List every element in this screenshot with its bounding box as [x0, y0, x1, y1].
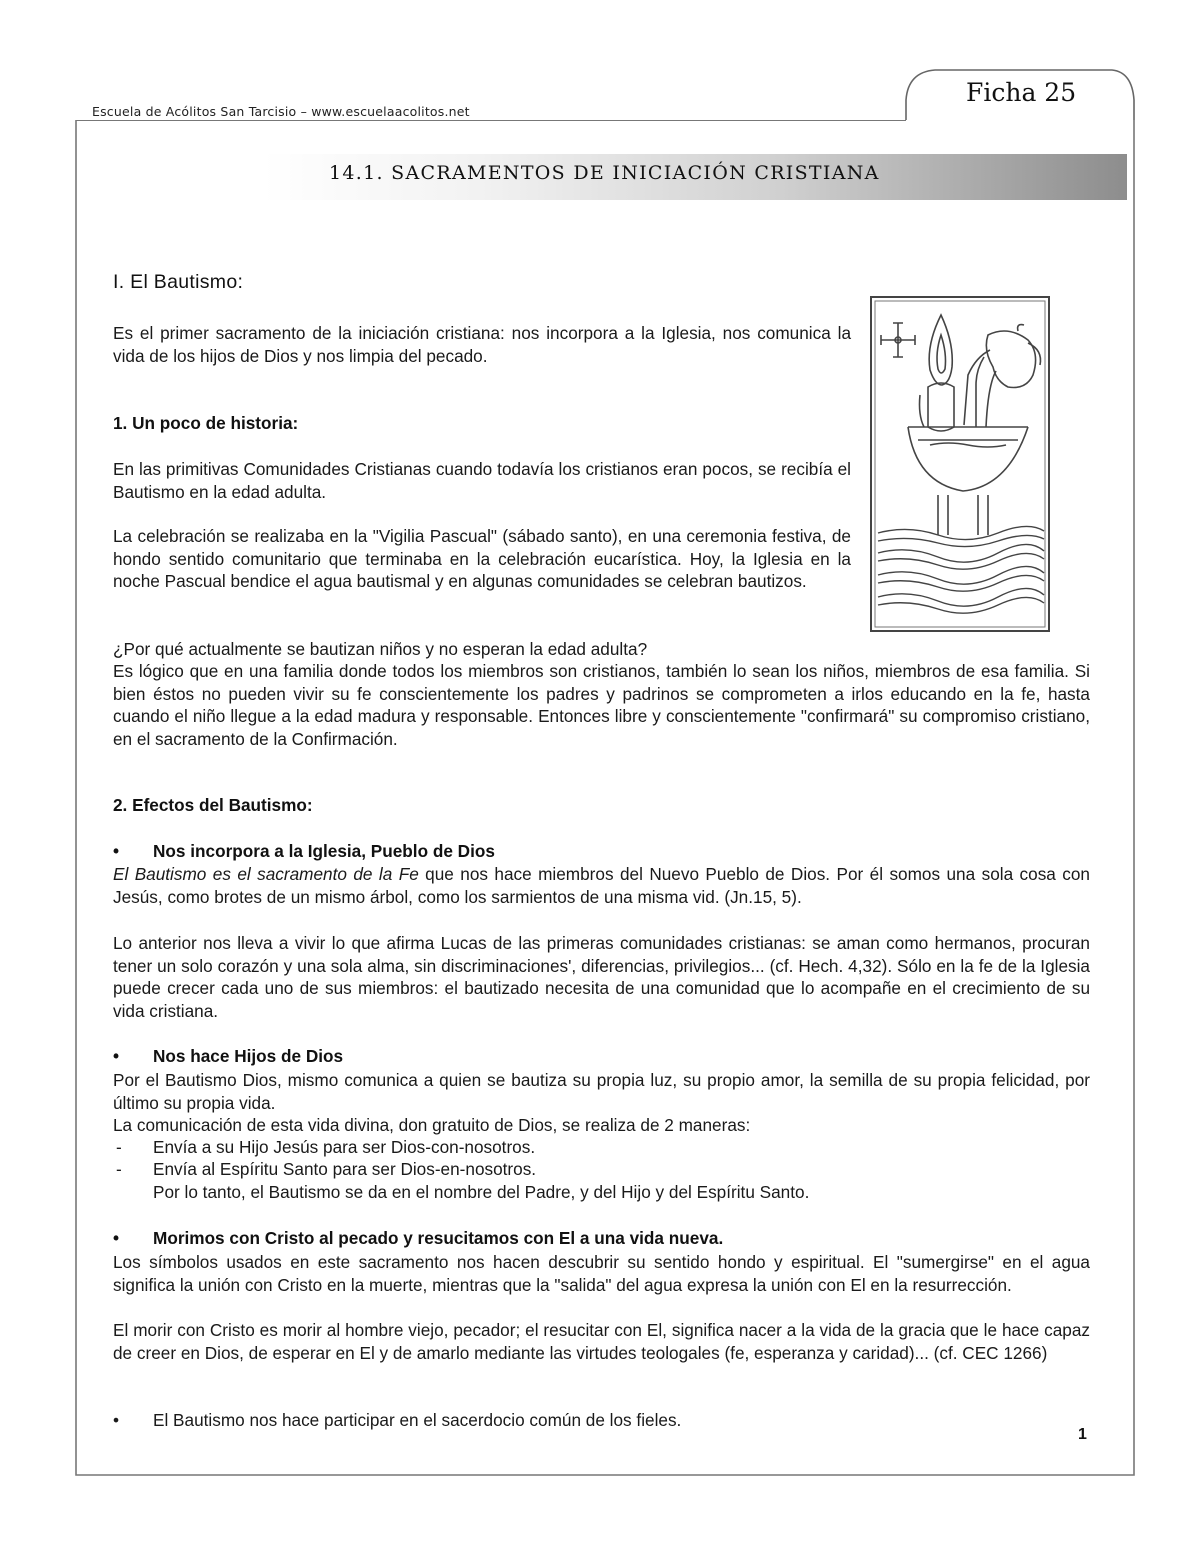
jug-icon — [964, 325, 1041, 427]
water-waves — [878, 526, 1044, 613]
hijos-paragraph: Por el Bautismo Dios, mismo comunica a quien se bautiza su propia luz, su propio amor, la semilla de su propia felicidad, por último su propia vida. — [113, 1070, 1090, 1113]
page-title: 14.1. SACRAMENTOS DE INICIACIÓN CRISTIANA — [329, 162, 880, 184]
page-number: 1 — [1078, 1426, 1087, 1443]
candle-icon — [920, 315, 955, 431]
hijos-maneras: La comunicación de esta vida divina, don gratuito de Dios, se realiza de 2 maneras: — [113, 1115, 751, 1135]
bullet-dot: • — [113, 1228, 120, 1248]
bullet-incorpora-title: Nos incorpora a la Iglesia, Pueblo de Dios — [153, 841, 495, 861]
cross-icon — [881, 323, 915, 357]
historia-heading: 1. Un poco de historia: — [113, 413, 299, 433]
bullet-dot: • — [113, 841, 120, 861]
dash-item-1: - Envía a su Hijo Jesús para ser Dios-con-nosotros. — [116, 1137, 536, 1157]
bullet-sacerdocio — [113, 1410, 681, 1431]
bullet-morimos — [113, 1228, 723, 1249]
hijos-conclusion: Por lo tanto, el Bautismo se da en el nombre del Padre, y del Hijo y del Espíritu Santo. — [153, 1182, 810, 1202]
fe-italic-text: El Bautismo es el sacramento de la Fe — [113, 864, 419, 884]
bullet-morimos-title: Morimos con Cristo al pecado y resucitamos con El a una vida nueva. — [153, 1228, 724, 1248]
incorpora-paragraph-1 — [113, 863, 1090, 908]
efectos-heading: 2. Efectos del Bautismo: — [113, 795, 313, 815]
historia-question: ¿Por qué actualmente se bautizan niños y no esperan la edad adulta? — [113, 639, 648, 659]
incorpora-text: que nos hace miembros del Nuevo Pueblo de Dios. Por él somos una sola cosa con Jesús, como brotes de un mismo árbol, como los sarmientos de una misma vid. (Jn.15, 5). — [113, 864, 1090, 907]
baptismal-font-icon — [908, 427, 1028, 535]
baptism-illustration — [868, 295, 1054, 635]
incorpora-paragraph-2: Lo anterior nos lleva a vivir lo que afirma Lucas de las primeras comunidades cristianas: se aman como hermanos, procuran tener un solo corazón y una sola alma, sin discriminaciones', diferencias, privilegios... (cf. Hech. 4,32). Sólo en la fe de la Iglesia puede crecer cada uno de sus miembros: el bautizado necesita de una comunidad que lo acompañe en el crecimiento de su vida cristiana. — [113, 933, 1090, 1021]
historia-answer: Es lógico que en una familia donde todos los miembros son cristianos, también lo sean los niños, miembros de esa familia. Si bien éstos no pueden vivir su fe conscientemente los padres y padrinos se comprometen a irlos educando en la fe, hasta cuando el niño llegue a la edad madura y responsable. Entonces libre y conscientemente "confirmará" su compromiso cristiano, en el sacramento de la Confirmación. — [113, 661, 1090, 749]
dash-item-2: - Envía al Espíritu Santo para ser Dios-en-nosotros. — [116, 1159, 537, 1179]
morimos-paragraph-1: Los símbolos usados en este sacramento nos hacen descubrir su sentido hondo y espiritual. El "sumergirse" en el agua significa la unión con Cristo en la muerte, mientras que la "salida" del agua expresa la unión con El en la resurrección. — [113, 1252, 1090, 1295]
intro-paragraph: Es el primer sacramento de la iniciación cristiana: nos incorpora a la Iglesia, nos comunica la vida de los hijos de Dios y nos limpia del pecado. — [113, 323, 851, 366]
header-rule — [76, 120, 906, 121]
bullet-hijos-title: Nos hace Hijos de Dios — [153, 1046, 344, 1066]
morimos-paragraph-2: El morir con Cristo es morir al hombre viejo, pecador; el resucitar con El, significa nacer a la vida de la gracia que le hace capaz de creer en Dios, de esperar en El y de amarlo mediante las virtudes teologales (fe, esperanza y caridad)... (cf. CEC 1266) — [113, 1320, 1090, 1363]
section-title: I. El Bautismo: — [113, 271, 244, 293]
bullet-hijos — [113, 1046, 343, 1067]
sacerdocio-text: El Bautismo nos hace participar en el sacerdocio común de los fieles. — [153, 1410, 682, 1430]
historia-paragraph-1: En las primitivas Comunidades Cristianas cuando todavía los cristianos eran pocos, se recibía el Bautismo en la edad adulta. — [113, 459, 851, 502]
bullet-dot: • — [113, 1046, 120, 1066]
ficha-label: Ficha 25 — [966, 78, 1077, 107]
school-header: Escuela de Acólitos San Tarcisio – www.escuelaacolitos.net — [92, 104, 470, 119]
historia-paragraph-2: La celebración se realizaba en la "Vigilia Pascual" (sábado santo), en una ceremonia festiva, de hondo sentido comunitario que terminaba en la celebración eucarística. Hoy, la Iglesia en la noche Pascual bendice el agua bautismal y en algunas comunidades se celebran bautizos. — [113, 526, 851, 591]
bullet-dot: • — [113, 1410, 120, 1430]
bullet-incorpora — [113, 841, 495, 862]
